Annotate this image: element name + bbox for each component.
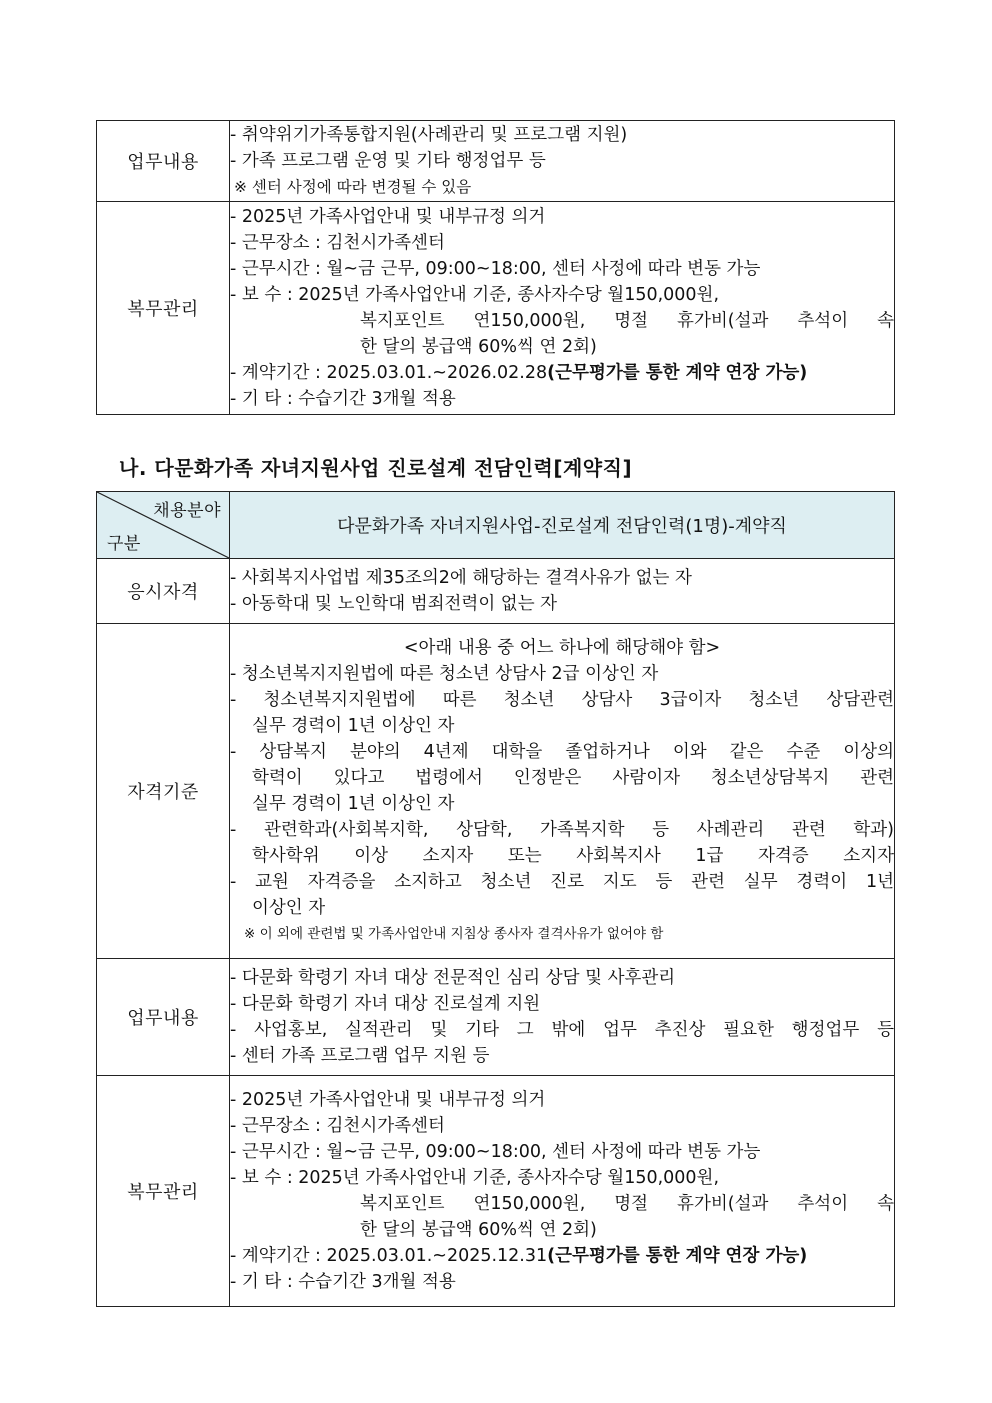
header-corner-cell	[97, 492, 230, 559]
list-item-continued: 복지포인트 연150,000원, 명절 휴가비(설과 추석이 속	[360, 1194, 894, 1214]
list-item: - 청소년복지지원법에 따른 청소년 상담사 2급 이상인 자	[230, 664, 659, 684]
list-item-continued: 학사학위 이상 소지자 또는 사회복지사 1급 자격증 소지자	[252, 846, 894, 866]
table-row	[97, 1076, 895, 1307]
list-item: - 상담복지 분야의 4년제 대학을 졸업하거나 이와 같은 수준 이상의	[230, 742, 894, 762]
qualification-heading: <아래 내용 중 어느 하나에 해당해야 함>	[403, 638, 721, 658]
list-item: - 근무시간 : 월~금 근무, 09:00~18:00, 센터 사정에 따라 변동 가능	[230, 1142, 761, 1162]
list-item-continued: 실무 경력이 1년 이상인 자	[252, 794, 455, 814]
list-item-continued: 한 달의 봉급액 60%씩 연 2회)	[360, 1220, 597, 1240]
row-label-eligibility: 응시자격	[97, 559, 230, 624]
header-corner-bottom: 구분	[107, 534, 141, 554]
table-header-row	[97, 492, 895, 559]
qualification-content	[230, 624, 895, 959]
list-item: - 교원 자격증을 소지하고 청소년 진로 지도 등 관련 실무 경력이 1년	[230, 872, 894, 892]
list-item	[230, 360, 894, 386]
contract-period: - 계약기간 : 2025.03.01.~2025.12.31	[230, 1246, 548, 1266]
note: ※ 이 외에 관련법 및 가족사업안내 지침상 종사자 결격사유가 없어야 함	[244, 926, 664, 942]
list-item: - 보 수 : 2025년 가족사업안내 기준, 종사자수당 월150,000원,	[230, 285, 720, 305]
service-content	[230, 202, 895, 415]
list-item: - 기 타 : 수습기간 3개월 적용	[230, 389, 456, 409]
table-row	[97, 624, 895, 959]
list-item: - 사업홍보, 실적관리 및 기타 그 밖에 업무 추진상 필요한 행정업무 등	[230, 1020, 894, 1040]
eligibility-content	[230, 559, 895, 624]
table-career-design-staff	[96, 491, 895, 1307]
list-item: - 관련학과(사회복지학, 상담학, 가족복지학 등 사례관리 관련 학과)	[230, 820, 894, 840]
service-content	[230, 1076, 895, 1307]
contract-extension-note: (근무평가를 통한 계약 연장 가능)	[547, 363, 808, 383]
row-label-duties: 업무내용	[97, 959, 230, 1076]
list-item: - 센터 가족 프로그램 업무 지원 등	[230, 1046, 490, 1066]
row-label-duties: 업무내용	[97, 121, 230, 202]
list-item: - 근무시간 : 월~금 근무, 09:00~18:00, 센터 사정에 따라 변동 가능	[230, 259, 761, 279]
duties-content	[230, 121, 895, 202]
header-title: 다문화가족 자녀지원사업-진로설계 전담인력(1명)-계약직	[230, 492, 895, 559]
list-item: - 근무장소 : 김천시가족센터	[230, 1116, 445, 1136]
row-label-qualification: 자격기준	[97, 624, 230, 959]
table-row	[97, 959, 895, 1076]
list-item: - 아동학대 및 노인학대 범죄전력이 없는 자	[230, 594, 558, 614]
list-item: - 기 타 : 수습기간 3개월 적용	[230, 1272, 456, 1292]
header-corner-top: 채용분야	[153, 501, 221, 521]
list-item: - 취약위기가족통합지원(사례관리 및 프로그램 지원)	[230, 125, 628, 145]
duties-content	[230, 959, 895, 1076]
table-row	[97, 559, 895, 624]
contract-period: - 계약기간 : 2025.03.01.~2026.02.28	[230, 363, 548, 383]
list-item-continued: 학력이 있다고 법령에서 인정받은 사람이자 청소년상담복지 관련	[252, 768, 894, 788]
table-row	[97, 121, 895, 202]
section-title: 나. 다문화가족 자녀지원사업 진로설계 전담인력[계약직]	[119, 456, 633, 480]
list-item: - 보 수 : 2025년 가족사업안내 기준, 종사자수당 월150,000원,	[230, 1168, 720, 1188]
list-item-continued: 복지포인트 연150,000원, 명절 휴가비(설과 추석이 속	[360, 311, 894, 331]
table-duty-admin-1	[96, 120, 895, 415]
list-item: - 가족 프로그램 운영 및 기타 행정업무 등	[230, 151, 546, 171]
list-item-continued: 한 달의 봉급액 60%씩 연 2회)	[360, 337, 597, 357]
list-item: - 다문화 학령기 자녀 대상 진로설계 지원	[230, 994, 541, 1014]
note: ※ 센터 사정에 따라 변경될 수 있음	[234, 178, 472, 196]
list-item: - 다문화 학령기 자녀 대상 전문적인 심리 상담 및 사후관리	[230, 968, 676, 988]
list-item	[230, 1243, 894, 1269]
list-item: - 청소년복지지원법에 따른 청소년 상담사 3급이자 청소년 상담관련	[230, 690, 894, 710]
row-label-service: 복무관리	[97, 202, 230, 415]
list-item: - 근무장소 : 김천시가족센터	[230, 233, 445, 253]
contract-extension-note: (근무평가를 통한 계약 연장 가능)	[547, 1246, 808, 1266]
table-row	[97, 202, 895, 415]
list-item: - 2025년 가족사업안내 및 내부규정 의거	[230, 1090, 546, 1110]
list-item-continued: 이상인 자	[252, 898, 326, 918]
list-item-continued: 실무 경력이 1년 이상인 자	[252, 716, 455, 736]
row-label-service: 복무관리	[97, 1076, 230, 1307]
list-item: - 사회복지사업법 제35조의2에 해당하는 결격사유가 없는 자	[230, 568, 692, 588]
list-item: - 2025년 가족사업안내 및 내부규정 의거	[230, 207, 546, 227]
